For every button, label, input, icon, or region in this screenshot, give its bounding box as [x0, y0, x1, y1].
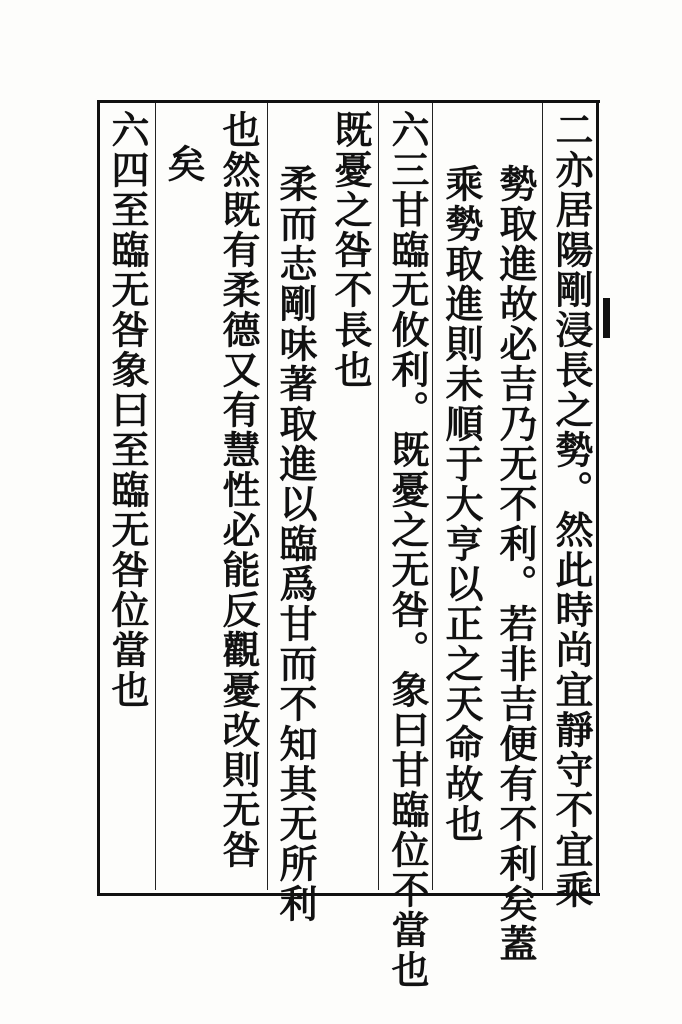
text-column-1: 二亦居陽剛浸長之勢。然此時尚宜靜守不宜乘: [549, 110, 594, 910]
text-column-2: 勢取進故必吉乃无不利。若非吉便有不利矣蓋: [493, 164, 538, 964]
text-column-8: 矣: [161, 144, 206, 184]
column-divider: [267, 103, 268, 890]
text-column-3: 乘勢取進則未順于大亨以正之天命故也: [439, 164, 484, 844]
text-column-4: 六三甘臨无攸利。既憂之无咎。象曰甘臨位不當也: [385, 110, 430, 990]
text-column-9: 六四至臨无咎象曰至臨无咎位當也: [105, 110, 150, 710]
text-column-6: 柔而志剛味著取進以臨爲甘而不知其无所利: [273, 164, 318, 924]
text-column-7: 也然既有柔德又有慧性必能反觀憂改則无咎: [216, 110, 261, 870]
text-column-5: 既憂之咎不長也: [328, 110, 373, 390]
column-divider: [378, 103, 379, 890]
frame-right-border: [596, 100, 599, 893]
edge-tab-mark: [603, 298, 610, 338]
column-divider: [155, 103, 156, 890]
column-divider: [432, 103, 433, 890]
column-divider: [542, 103, 543, 890]
